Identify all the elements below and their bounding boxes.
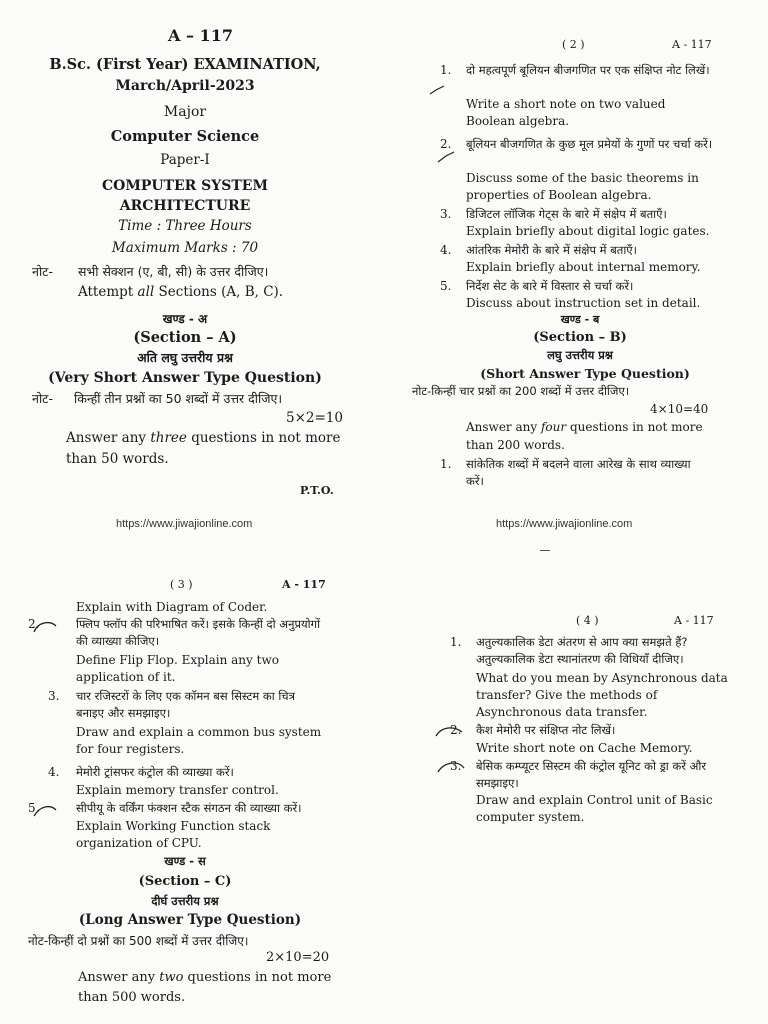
note-english: Attempt all Sections (A, B, C).: [78, 284, 284, 300]
page-4: [440, 612, 740, 832]
question-3: 3. डिजिटल लॉजिक गेट्स के बारे में संक्षेप में बताएँ। Explain briefly about digital logic gates.: [440, 207, 710, 238]
paper-code: A – 117: [168, 26, 233, 45]
section-b-instruction: Answer any four questions in not more: [466, 420, 703, 434]
exam-title: B.Sc. (First Year) EXAMINATION,: [49, 56, 321, 73]
page-1: [20, 20, 350, 540]
section-b-heading: (Section – B): [533, 330, 627, 345]
section-a-heading: (Section – A): [133, 329, 237, 346]
question-1-continued: Explain with Diagram of Coder.: [76, 600, 268, 614]
question-2: 2. बूलियन बीजगणित के कुछ मूल प्रमेयों के गुणों पर चर्चा करें। Discuss some of the basic theorems in properties of Boolean algebra.: [440, 137, 713, 202]
website-url[interactable]: https://www.jiwajionline.com: [116, 518, 253, 530]
section-c-note: नोट-किन्हीं दो प्रश्नों का 500 शब्दों में उत्तर दीजिए।: [28, 934, 249, 948]
page-code: A - 117: [674, 614, 714, 627]
question-4: 4. आंतरिक मेमोरी के बारे में संक्षेप में बताएँ। Explain briefly about internal memory.: [440, 243, 701, 274]
pen-circle-mark: [434, 756, 468, 778]
page-number: ( 2 ): [562, 38, 585, 51]
section-a-type: (Very Short Answer Type Question): [48, 370, 322, 386]
page-code: A - 117: [672, 38, 712, 51]
pto-label: P.T.O.: [300, 484, 334, 497]
question-1: 1. अतुल्यकालिक डेटा अंतरण से आप क्या समझते हैं? अतुल्यकालिक डेटा स्थानांतरण की विधियाँ दीजिए। What do you mean by Asynchronous data transfer? Give the methods of Asynchronous data transfer.: [450, 635, 728, 719]
section-a-instruction-line2: than 50 words.: [66, 451, 169, 467]
question-5: 5. निर्देश सेट के बारे में विस्तार से चर्चा करें। Discuss about instruction set in detail.: [440, 279, 701, 310]
section-b-type: (Short Answer Type Question): [480, 366, 690, 381]
course-type: Major: [163, 104, 207, 120]
section-a-instruction: Answer any three questions in not more: [66, 430, 341, 446]
section-b-hindi: खण्ड - ब: [560, 313, 600, 326]
subject: Computer Science: [110, 128, 260, 145]
section-a-note: किन्हीं तीन प्रश्नों का 50 शब्दों में उत्तर दीजिए।: [74, 391, 283, 406]
question-2: 2. फ्लिप फ्लॉप की परिभाषित करें। इसके किन्हीं दो अनुप्रयोगों की व्याख्या कीजिए। Define Flip Flop. Explain any two application of it.: [28, 617, 321, 684]
website-url[interactable]: https://www.jiwajionline.com: [496, 518, 633, 530]
page-3: [20, 576, 350, 1016]
section-b-instruction-line2: than 200 words.: [466, 438, 565, 452]
note-hindi: सभी सेक्शन (ए, बी, सी) के उत्तर दीजिए।: [78, 264, 269, 279]
section-b-marks: 4×10=40: [650, 402, 709, 416]
section-c-marks: 2×10=20: [266, 950, 330, 965]
section-b-type-hindi: लघु उत्तरीय प्रश्न: [547, 348, 613, 362]
section-c-instruction: Answer any two questions in not more: [78, 970, 332, 985]
pen-tick-mark: [428, 84, 448, 98]
section-b-question-1: 1. सांकेतिक शब्दों में बदलने वाला आरेख के साथ व्याख्या करें।: [440, 457, 691, 488]
pen-circle-mark: [30, 800, 60, 822]
note-label: नोट-: [32, 264, 53, 279]
question-4: 4. मेमोरी ट्रांसफर कंट्रोल की व्याख्या करें। Explain memory transfer control.: [48, 765, 279, 797]
paper-number: Paper-I: [160, 152, 210, 168]
section-a-hindi: खण्ड - अ: [162, 312, 208, 326]
section-c-heading: (Section – C): [138, 874, 232, 889]
paper-title-line2: ARCHITECTURE: [119, 198, 251, 214]
page-number: ( 4 ): [576, 614, 599, 627]
section-c-hindi: खण्ड - स: [164, 854, 206, 868]
page-code: A - 117: [282, 578, 326, 591]
pen-tick-mark: [436, 150, 456, 166]
section-c-instruction-line2: than 500 words.: [78, 990, 186, 1005]
pen-circle-mark: [30, 618, 60, 638]
section-a-type-hindi: अति लघु उत्तरीय प्रश्न: [137, 350, 233, 365]
page-2: [412, 36, 740, 540]
paper-title-line1: COMPUTER SYSTEM: [102, 178, 268, 194]
maximum-marks: Maximum Marks : 70: [111, 240, 259, 256]
section-b-note: नोट-किन्हीं चार प्रश्नों का 200 शब्दों में उत्तर दीजिए।: [412, 384, 630, 398]
section-c-type: (Long Answer Type Question): [78, 912, 302, 928]
question-2: 2. कैश मेमोरी पर संक्षिप्त नोट लिखें। Write short note on Cache Memory.: [450, 723, 693, 755]
page-divider: [540, 550, 550, 551]
question-5: 5. सीपीयू के वर्किंग फंक्शन स्टैक संगठन की व्याख्या करें। Explain Working Function stack organization of CPU.: [28, 801, 302, 850]
section-c-type-hindi: दीर्घ उत्तरीय प्रश्न: [151, 894, 219, 908]
section-a-marks: 5×2=10: [286, 410, 343, 426]
section-a-note-label: नोट-: [32, 391, 53, 406]
page-number: ( 3 ): [170, 578, 193, 591]
question-3: 3. बेसिक कम्प्यूटर सिस्टम की कंट्रोल यूनिट को ड्रा करें और समझाइए। Draw and explain Control unit of Basic computer system.: [450, 759, 713, 824]
time-allowed: Time : Three Hours: [118, 218, 252, 234]
question-3: 3. चार रजिस्टरों के लिए एक कॉमन बस सिस्टम का चित्र बनाइए और समझाइए। Draw and explain a common bus system for four registers.: [48, 689, 322, 756]
exam-session: March/April-2023: [115, 78, 255, 94]
pen-circle-mark: [432, 722, 466, 742]
question-1: 1. दो महत्वपूर्ण बूलियन बीजगणित पर एक संक्षिप्त नोट लिखें। Write a short note on two valued Boolean algebra.: [440, 63, 710, 128]
